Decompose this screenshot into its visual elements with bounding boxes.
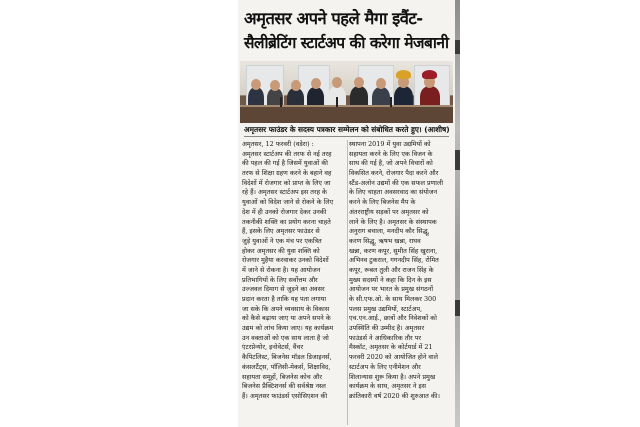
article-text-line: अमृतसर स्टार्टअप की तरफ से नई तरह (242, 149, 332, 158)
article-text-line: फरवरी 2020 को आयोजित होने वाले (349, 353, 439, 362)
article-text-line: अमृतसर, 12 फरवरी (वडेरा) : (242, 140, 314, 148)
article-text-line: उन वक्ताओं को एक साथ लाता है जो (242, 333, 329, 342)
article-left-column (242, 140, 345, 402)
headline-line-1: अमृतसर अपने पहले मैगा इवैंट- (244, 9, 423, 28)
article-text-line: विदेशों में रोजगार को प्राप्त के लिए जा (242, 178, 331, 187)
article-text-line: बिजनेस प्रैक्टिशनर्स की सर्वश्रेष्ठ नस्ल (242, 382, 326, 391)
article-text-line: उज्जवल दिमाग से जुड़ने का अवसर (242, 285, 325, 294)
article-text-line: उपस्थिति की उम्मीद है। अमृतसर (349, 324, 425, 333)
article-text-line: अनुराग बचाला, मनदीप कौर सिद्धू, (349, 227, 430, 236)
article-text-line: अभिनव टुकराल, गगनदीप सिंह, रोमित (349, 256, 439, 265)
article-text-line: कपूर, रूबल तुली और राजन सिंह के (349, 265, 434, 274)
article-text-line: स्टैंड-अलोन उद्यमों की एक सफल प्रणाली (349, 178, 444, 187)
article-text-line: एच.एन.आई., छात्रों और निवेशकों को (349, 314, 437, 323)
article-text-line: प्रतिभागियों के लिए सर्वोत्तम और (242, 275, 318, 284)
headline-line-2: सैलीब्रेटिंग स्टार्टअप की करेगा मेजबानी (244, 34, 449, 52)
article-text-line: स्टार्टअप के लिए एनीमेशन और (349, 362, 421, 371)
article-text-line: सहायता करने के लिए एक विजन के (349, 149, 433, 158)
article-text-line: के सी.एफ.ओ. के साथ मिलकर 300 (349, 295, 437, 303)
article-text-line: अंतरराष्ट्रीय सड़कों पर अमृतसर को (349, 207, 429, 216)
article-text-line: हैं, इसके लिए अमृतसर फाउंडर से (242, 227, 320, 236)
article-text-line: युवाओं को विदेश जाने से रोकने के लिए (242, 198, 334, 207)
article-text-line: सहायता समूहों, बिजनेस कोच और (242, 372, 322, 381)
article-text-line: जुड़े युवाओं ने एक मंच पर एकत्रित (242, 236, 322, 245)
article-text-line: आयोजन पर भारत के प्रमुख संगठनों (349, 285, 433, 294)
article-text-line: कंसलटैंट्स, पॉलिसी-मेकर्स, शिक्षाविद, (242, 362, 331, 371)
article-text-line: रोजगार मुहैया करवाकर उनको विदेशों (242, 256, 329, 265)
article-text-line: क्रांतिकारी वर्ष 2020 की शुरुआत की। (349, 391, 440, 400)
article-text-line: कार्यक्रम के साथ, अमृतसर ने इस (349, 382, 426, 391)
article-text-line: साथ की गई है, जो अपने विचारों को (349, 159, 433, 168)
article-text-line: उद्यम को लांच किया जाए। यह कार्यक्रम (242, 324, 334, 333)
article-text-line: स्थापना 2019 में युवा उद्यमियों को (349, 140, 431, 148)
article-text-line: खन्ना, करण कपूर, सुमीत सिंह खुराना, (349, 246, 438, 255)
article-text-line: को कैसे बढ़ाया जाए या अपने सपने के (242, 314, 331, 323)
article-text-line: विकसित करने, रोजगार पैदा करने और (349, 169, 439, 178)
article-text-line: होकर अमृतसर की युवा शक्ति को (242, 246, 320, 255)
article-text-line: मैस्कॉट, अमृतसर के कोर्टयार्ड में 21 (349, 343, 433, 352)
article-text-line: लाने के लिए है। अमृतसर के संस्थापक (349, 217, 437, 226)
article-text-line: शिलान्यास शुरू किया है। अपने प्रमुख (349, 372, 436, 381)
article-text-line: तरफ से शिक्षा ग्रहण करने के बहाने वह (242, 169, 332, 178)
article-text-line: प्रदान करता है ताकि यह पता लगाया (242, 295, 327, 303)
article-text-line: की पहल की गई है जिसमें युवाओं की (242, 159, 328, 168)
photo-caption: अमृतसर फाउंडर के सदस्य पत्रकार सम्मेलन को संबोधित करते हुए। (आशीष) (244, 125, 449, 137)
adjacent-page-edge (455, 0, 460, 427)
article-text-line: तकनीकी शक्ति का प्रयोग करना चाहते (242, 217, 331, 226)
article-text-line: कैपिटलिस्ट, बिजनेस मॉडल डिजाइनर्स, (242, 353, 332, 362)
article-text-line: रहे हैं। अमृतसर स्टार्टअप इस तरह के (242, 188, 328, 197)
article-text-line: करने के लिए बिजनेस मैप के (349, 198, 416, 207)
article-right-column (349, 140, 452, 402)
article-text-line: एंटरप्रेन्योर, इनोवेटर्स, वैंचर (242, 343, 304, 352)
article-text-line: फाउंडर्स ने आधिकारिक तौर पर (349, 333, 422, 342)
article-text-line: मुख्य सदस्यों ने कहा कि दिन के इस (349, 275, 432, 284)
article-text-line: हैं। अमृतसर फाउंडर्स एसोसिएशन की (242, 391, 328, 400)
article-text-line: देश में ही उनको रोजगार देकर उनकी (242, 207, 327, 216)
article-text-line: में जाने से रोकना है। यह आयोजन (242, 265, 321, 274)
article-text-line: के लिए चाहता अवसरवाद का संयोजन (349, 188, 438, 197)
press-conference-photo (240, 61, 453, 123)
article-text-line: करण सिद्धू, ऋषभ खन्ना, राघव (349, 236, 421, 245)
article-text-line: पलस प्रमुख उद्यमियों, स्टार्टअप, (349, 304, 423, 313)
article-text-line: जा सके कि अपने व्यवसाय के विकास (242, 304, 330, 313)
column-divider (347, 140, 348, 425)
